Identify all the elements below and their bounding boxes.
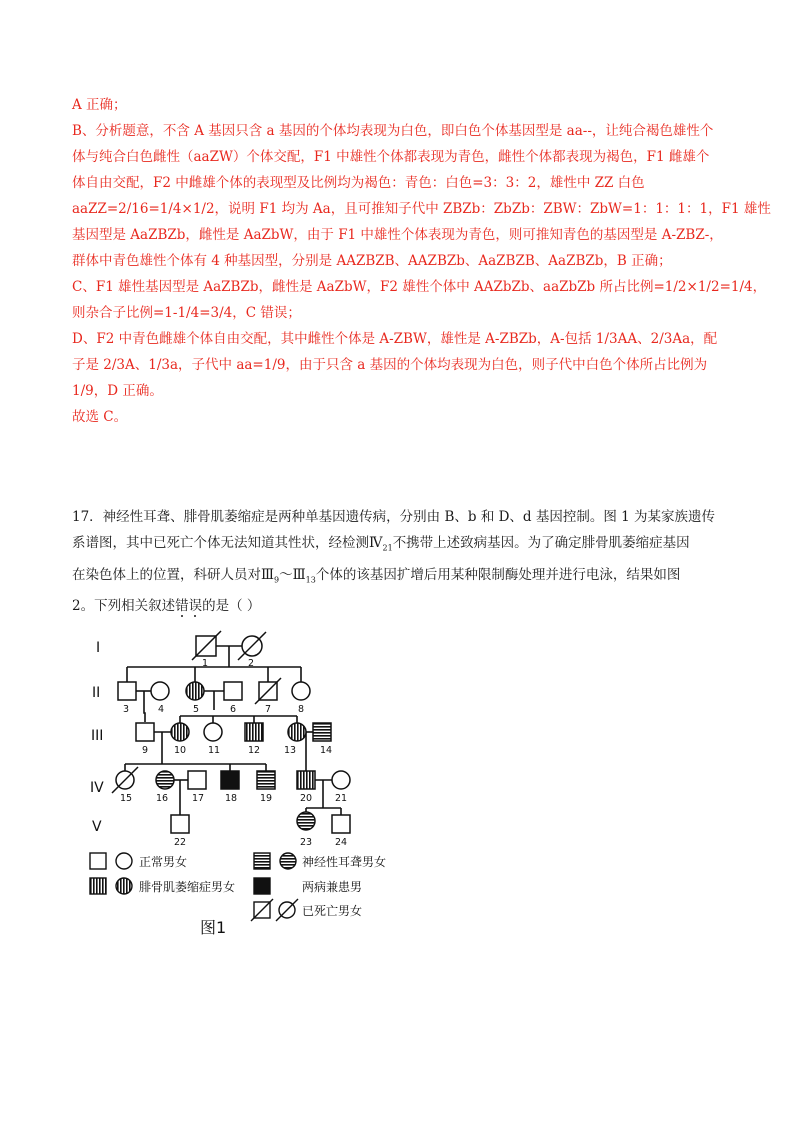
number-label: 22 [173, 837, 187, 848]
question-line-1: 17．神经性耳聋、腓骨肌萎缩症是两种单基因遗传病，分别由 B、b 和 D、d 基因控制。图 1 为某家族遗传 [72, 509, 716, 525]
answer-line: 子是 2/3A、1/3a，子代中 aa=1/9，由于只含 a 基因的个体均表现为白色，则子代中白色个体所占比例为 [72, 357, 708, 373]
individual-18 [221, 771, 239, 789]
individual-13 [288, 723, 306, 741]
answer-line: B、分析题意，不含 A 基因只含 a 基因的个体均表现为白色，即白色个体基因型是 aa--，让纯合褐色雄性个 [72, 123, 714, 139]
individual-20 [297, 771, 315, 789]
answer-line: 则杂合子比例=1-1/4=3/4，C 错误； [72, 305, 301, 321]
subscript: 9 [274, 575, 280, 585]
individual-19 [257, 771, 275, 789]
individual-15 [112, 767, 138, 793]
number-label: 15 [119, 793, 133, 804]
text-fragment: 2。下列相关叙述 [72, 598, 176, 615]
individual-12 [245, 723, 263, 741]
number-label: 5 [192, 704, 200, 715]
legend-normal-label: 正常男女 [139, 855, 188, 869]
legend [90, 853, 386, 921]
gen-label-2: II [92, 685, 101, 701]
individual-1 [192, 631, 221, 660]
number-label: 12 [247, 745, 261, 756]
subscript: 21 [382, 543, 393, 553]
number-label: 2 [247, 658, 255, 669]
legend-deceased-label: 已死亡男女 [302, 904, 363, 918]
individual-9 [136, 723, 154, 741]
number-label: 13 [283, 745, 297, 756]
number-label: 17 [191, 793, 205, 804]
answer-line: 故选 C。 [72, 409, 128, 425]
answer-line: A 正确； [72, 97, 127, 113]
generation-labels [90, 640, 104, 835]
individual-5 [186, 682, 204, 700]
legend-cmt [90, 878, 235, 894]
number-label: 20 [299, 793, 313, 804]
figure-caption: 图1 [200, 918, 227, 937]
legend-cmt-label: 腓骨肌萎缩症男女 [139, 880, 236, 894]
individual-6 [224, 682, 242, 700]
number-label: 16 [155, 793, 169, 804]
answer-line: 1/9，D 正确。 [72, 383, 163, 399]
gen-label-3: III [91, 728, 104, 744]
individual-17 [188, 771, 206, 789]
individual-10 [171, 723, 189, 741]
legend-both [254, 878, 362, 894]
number-label: 10 [173, 745, 187, 756]
legend-deafness [254, 853, 386, 869]
answer-line: 体与纯合白色雌性（aaZW）个体交配，F1 中雄性个体都表现为青色，雌性个体都表现为褐色，F1 雌雄个 [72, 149, 710, 165]
individual-16 [156, 771, 174, 789]
number-label: 1 [201, 658, 209, 669]
number-label: 11 [207, 745, 221, 756]
text-fragment: 个体的该基因扩增后用某种限制酶处理并进行电泳，结果如图 [315, 566, 681, 583]
individual-24 [332, 815, 350, 833]
number-label: 14 [319, 745, 333, 756]
individual-8 [292, 682, 310, 700]
individual-7 [255, 678, 281, 704]
gen-label-4: IV [90, 780, 104, 796]
individual-4 [151, 682, 169, 700]
gen-label-1: I [96, 640, 101, 656]
legend-deafness-label: 神经性耳聋男女 [302, 855, 387, 869]
number-label: 7 [264, 704, 272, 715]
text-fragment: ～Ⅲ [279, 566, 306, 583]
answer-line: aaZZ=2/16=1/4×1/2，说明 F1 均为 Aa，且可推知子代中 ZBZb：ZbZb：ZBW：ZbW=1：1：1：1，F1 雄性 [72, 201, 771, 217]
legend-normal [90, 853, 187, 869]
subscript: 13 [305, 575, 316, 585]
individual-14 [313, 723, 331, 741]
number-label: 23 [299, 837, 313, 848]
individual-23 [297, 812, 315, 830]
individual-22 [171, 815, 189, 833]
emphasis-char: 错 [175, 598, 189, 615]
text-fragment: 的是（ ） [202, 598, 261, 615]
number-label: 19 [259, 793, 273, 804]
individual-21 [332, 771, 350, 789]
emphasis-char: 误 [188, 598, 203, 615]
answer-line: 群体中青色雄性个体有 4 种基因型，分别是 AAZBZB、AAZBZb、AaZBZB、AaZBZb，B 正确； [72, 253, 672, 269]
individual-2 [238, 632, 266, 660]
individual-11 [204, 723, 222, 741]
answer-line: 体自由交配，F2 中雌雄个体的表现型及比例均为褐色：青色：白色=3：3：2，雄性中 ZZ 白色 [72, 175, 645, 191]
answer-line: D、F2 中青色雌雄个体自由交配，其中雌性个体是 A-ZBW，雄性是 A-ZBZb，A-包括 1/3AA、2/3Aa，配 [72, 331, 718, 347]
number-label: 9 [141, 745, 149, 756]
number-label: 8 [297, 704, 305, 715]
number-label: 3 [122, 704, 130, 715]
legend-deceased [251, 899, 362, 921]
number-label: 18 [224, 793, 238, 804]
gen-label-5: V [92, 819, 102, 835]
number-label: 21 [334, 793, 348, 804]
answer-line: 基因型是 AaZBZb，雌性是 AaZbW，由于 F1 中雄性个体表现为青色，则可推知青色的基因型是 A-ZBZ-， [72, 227, 723, 243]
text-fragment: 在染色体上的位置，科研人员对Ⅲ [72, 566, 275, 583]
answer-line: C、F1 雄性基因型是 AaZBZb，雌性是 AaZbW，F2 雄性个体中 AAZbZb、aaZbZb 所占比例=1/2×1/2=1/4， [72, 279, 767, 295]
individual-3 [118, 682, 136, 700]
number-label: 4 [157, 704, 165, 715]
number-label: 6 [229, 704, 237, 715]
number-label: 24 [334, 837, 348, 848]
text-fragment: 系谱图，其中已死亡个体无法知道其性状，经检测Ⅳ [72, 535, 383, 551]
text-fragment: 不携带上述致病基因。为了确定腓骨肌萎缩症基因 [392, 535, 690, 551]
legend-both-label: 两病兼患男 [302, 880, 363, 894]
